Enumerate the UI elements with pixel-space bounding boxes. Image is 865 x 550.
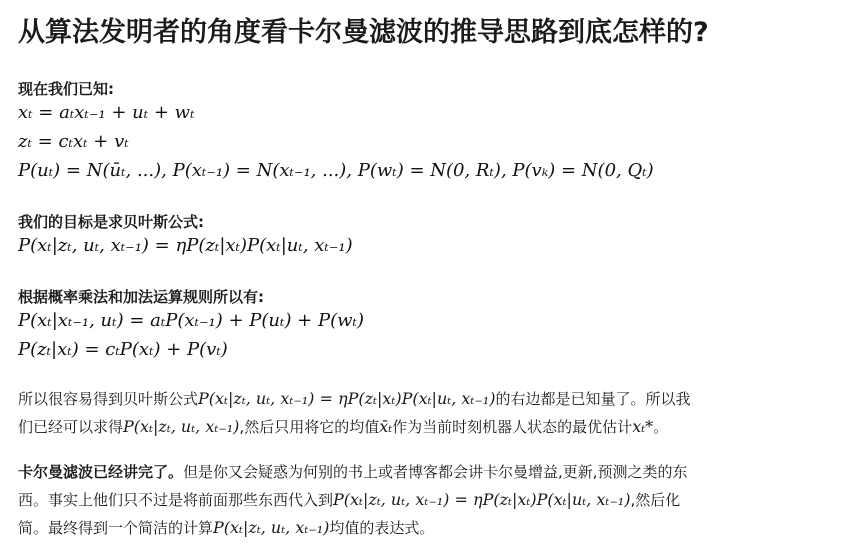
para1-text: ,然后只用将它的均值 — [239, 418, 380, 436]
rules-heading: 根据概率乘法和加法运算规则所以有: — [18, 288, 265, 306]
inline-equation: P(xₜ|zₜ, uₜ, xₜ₋₁) = ηP(zₜ|xₜ)P(xₜ|uₜ, xₜ₋₁) — [198, 389, 496, 408]
inline-equation: P(xₜ|zₜ, uₜ, xₜ₋₁) — [213, 518, 330, 537]
para1-text: 所以很容易得到贝叶斯公式 — [18, 390, 199, 408]
bold-statement: 卡尔曼滤波已经讲完了。 — [18, 463, 184, 481]
para1-text: 作为当前时刻机器人状态的最优估计 — [392, 418, 633, 436]
equation-prediction: P(xₜ|xₜ₋₁, uₜ) = aₜP(xₜ₋₁) + P(uₜ) + P(wₜ) — [18, 310, 364, 331]
paragraph-kalman-done — [18, 459, 858, 542]
equation-bayes: P(xₜ|zₜ, uₜ, xₜ₋₁) = ηP(zₜ|xₜ)P(xₜ|uₜ, xₜ₋₁) — [18, 235, 353, 256]
para2-text: 但是你又会疑惑为何别的书上或者博客都会讲卡尔曼增益,更新,预测之类的东 — [183, 463, 688, 481]
para1-text: 。 — [653, 418, 669, 436]
equation-distributions: P(uₜ) = N(ūₜ, ...), P(xₜ₋₁) = N(xₜ₋₁, ...), P(wₜ) = N(0, Rₜ), P(vₖ) = N(0, Qₜ) — [18, 160, 654, 181]
inline-equation: P(xₜ|zₜ, uₜ, xₜ₋₁) — [123, 417, 240, 436]
para2-text: 西。事实上他们只不过是将前面那些东西代入到 — [18, 491, 334, 509]
equation-measurement: P(zₜ|xₜ) = cₜP(xₜ) + P(vₜ) — [18, 339, 228, 360]
goal-heading: 我们的目标是求贝叶斯公式: — [18, 213, 204, 231]
paragraph-bayes-known — [18, 385, 858, 441]
known-heading: 现在我们已知: — [18, 80, 114, 98]
inline-equation: P(xₜ|zₜ, uₜ, xₜ₋₁) = ηP(zₜ|xₜ)P(xₜ|uₜ, xₜ₋₁) — [333, 490, 631, 509]
inline-equation: x̄ₜ — [379, 417, 393, 436]
para2-text: 均值的表达式。 — [329, 519, 435, 537]
para1-text: 们已经可以求得 — [18, 418, 124, 436]
para2-text: ,然后化 — [630, 491, 681, 509]
page-title: 从算法发明者的角度看卡尔曼滤波的推导思路到底怎样的? — [18, 17, 709, 48]
equation-state-transition: xₜ = aₜxₜ₋₁ + uₜ + wₜ — [18, 102, 195, 123]
para1-text: 的右边都是已知量了。所以我 — [495, 390, 691, 408]
equation-observation: zₜ = cₜxₜ + vₜ — [18, 131, 129, 152]
inline-equation: xₜ* — [632, 417, 654, 436]
para2-text: 简。最终得到一个简洁的计算 — [18, 519, 214, 537]
